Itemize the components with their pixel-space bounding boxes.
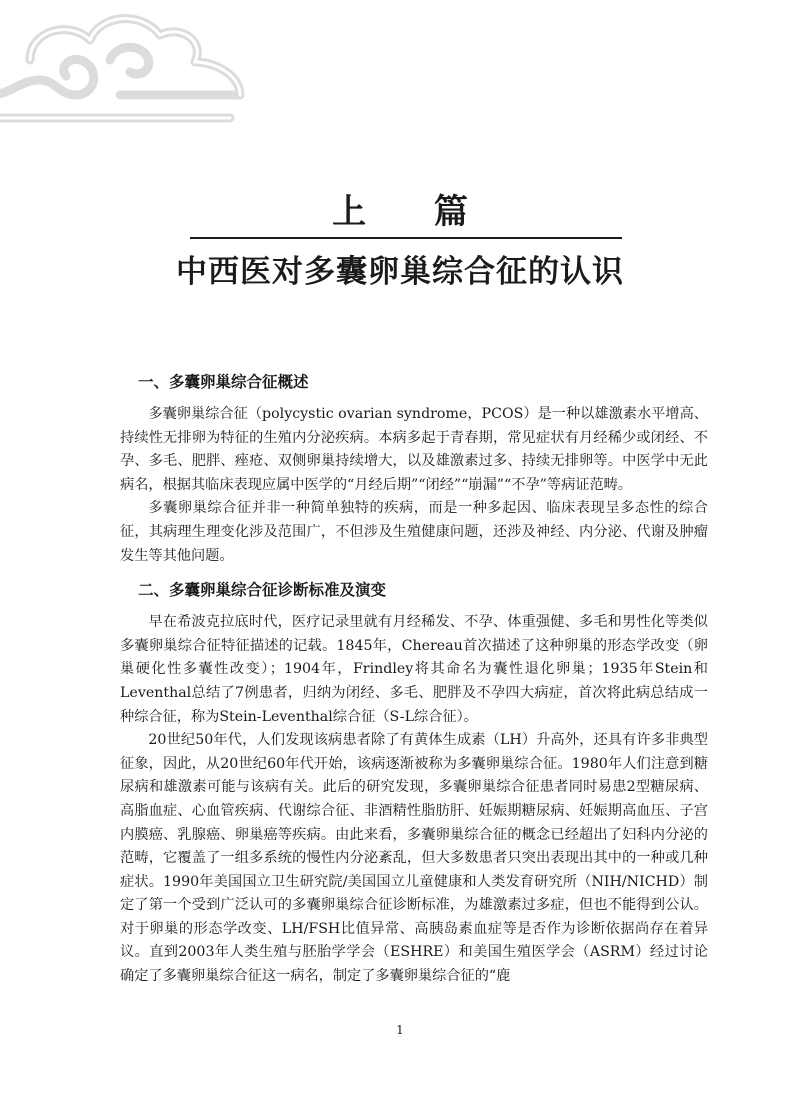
- paragraph: 早在希波克拉底时代，医疗记录里就有月经稀发、不孕、体重强健、多毛和男性化等类似多囊卵巢综合征特征描述的记载。1845年，Chereau首次描述了这种卵巢的形态学改变（卵巢硬化性多囊性改变）；1904年，Frindley将其命名为囊性退化卵巢；1935年Stein和Leventhal总结了7例患者，归纳为闭经、多毛、肥胖及不孕四大病症，首次将此病总结成一种综合征，称为Stein-Leventhal综合征（S-L综合征）。: [120, 614, 708, 725]
- part-title: 上 篇: [332, 192, 496, 232]
- main-content: [120, 364, 708, 989]
- section-heading: 一、多囊卵巢综合征概述: [138, 373, 309, 391]
- paragraph: 多囊卵巢综合征并非一种简单独特的疾病，而是一种多起因、临床表现呈多态性的综合征，其病理生理变化涉及范围广，不但涉及生殖健康问题，还涉及神经、内分泌、代谢及肿瘤发生等其他问题。: [120, 500, 708, 564]
- paragraph: 20世纪50年代，人们发现该病患者除了有黄体生成素（LH）升高外，还具有许多非典型征象，因此，从20世纪60年代开始，该病逐渐被称为多囊卵巢综合征。1980年人们注意到糖尿病和雄激素可能与该病有关。此后的研究发现，多囊卵巢综合征患者同时易患2型糖尿病、高脂血症、心血管疾病、代谢综合征、非酒精性脂肪肝、妊娠期糖尿病、妊娠期高血压、子宫内膜癌、乳腺癌、卵巢癌等疾病。由此来看，多囊卵巢综合征的概念已经超出了妇科内分泌的范畴，它覆盖了一组多系统的慢性内分泌紊乱，但大多数患者只突出表现出其中的一种或几种症状。1990年美国国立卫生研究院/美国国立儿童健康和人类发育研究所（NIH/NICHD）制定了第一个受到广泛认可的多囊卵巢综合征诊断标准，为雄激素过多症，但也不能得到公认。对于卵巢的形态学改变、LH/FSH比值异常、高胰岛素血症等是否作为诊断依据尚存在着异议。直到2003年人类生殖与胚胎学学会（ESHRE）和美国生殖医学会（ASRM）经过讨论确定了多囊卵巢综合征这一病名，制定了多囊卵巢综合征的“鹿: [120, 732, 708, 985]
- title-divider: [190, 237, 622, 239]
- paragraph: 多囊卵巢综合征（polycystic ovarian syndrome，PCOS）是一种以雄激素水平增高、持续性无排卵为特征的生殖内分泌疾病。本病多起于青春期，常见症状有月经稀少或闭经、不孕、多毛、肥胖、痤疮、双侧卵巢持续增大，以及雄激素过多、持续无排卵等。中医学中无此病名，根据其临床表现应属中医学的“月经后期”“闭经”“崩漏”“不孕”等病证范畴。: [120, 406, 708, 493]
- page-number: 1: [396, 1023, 404, 1037]
- chapter-title: 中西医对多囊卵巢综合征的认识: [176, 254, 624, 290]
- cloud-ornament-icon: [0, 0, 250, 130]
- section-heading: 二、多囊卵巢综合征诊断标准及演变: [138, 581, 387, 600]
